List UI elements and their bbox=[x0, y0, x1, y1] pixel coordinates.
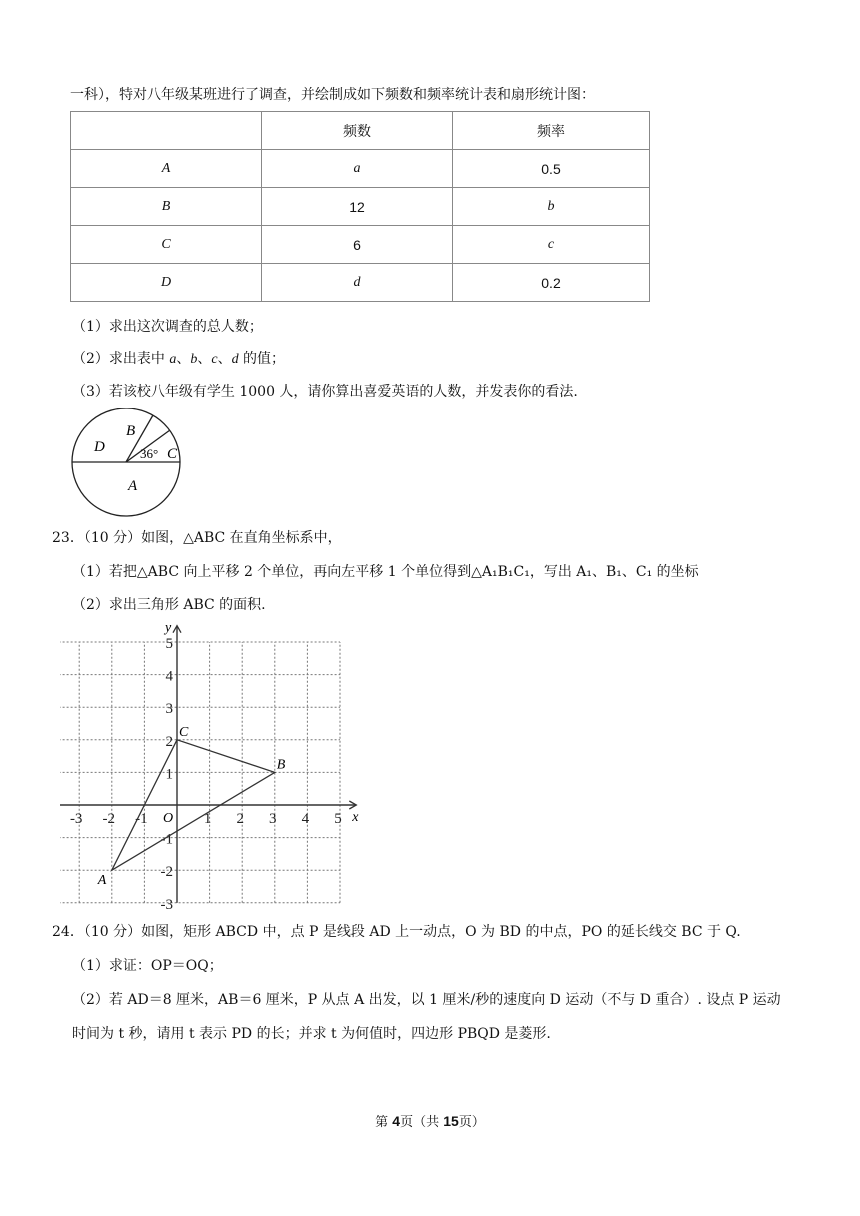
x-tick-label: 4 bbox=[301, 811, 310, 827]
table-cell: B bbox=[71, 188, 262, 226]
y-tick-label: 4 bbox=[165, 668, 173, 685]
y-tick-label: 5 bbox=[165, 636, 173, 652]
point-label-a: A bbox=[97, 873, 107, 889]
frequency-table bbox=[70, 111, 650, 302]
table-cell: c bbox=[453, 226, 650, 264]
point-label-b: B bbox=[276, 757, 286, 773]
q22-part3: （3）若该校八年级有学生 1000 人，请你算出喜爱英语的人数，并发表你的看法. bbox=[72, 384, 578, 400]
x-axis-label: x bbox=[352, 810, 359, 825]
page-footer: 第 4页（共 15页） bbox=[375, 1113, 485, 1130]
pie-label-c: C bbox=[167, 446, 178, 462]
x-tick-label: -3 bbox=[69, 811, 83, 827]
table-cell: 12 bbox=[262, 188, 453, 226]
x-tick-label: 5 bbox=[334, 811, 342, 827]
table-cell: d bbox=[262, 264, 453, 302]
point-label-c: C bbox=[179, 724, 189, 740]
q23-part2: （2）求出三角形 ABC 的面积. bbox=[72, 597, 266, 613]
q22-part2: （2）求出表中 a、b、c、d 的值； bbox=[72, 351, 286, 367]
q24-part1: （1）求证：OP＝OQ； bbox=[72, 958, 223, 974]
pie-label-a: A bbox=[128, 478, 138, 494]
table-header-cell: 频率 bbox=[453, 112, 650, 150]
q24-part2-line2: 时间为 t 秒，请用 t 表示 PD 的长；并求 t 为何值时，四边形 PBQD 是菱形. bbox=[72, 1026, 551, 1042]
intro-line: 一科），特对八年级某班进行了调查，并绘制成如下频数和频率统计表和扇形统计图： bbox=[70, 87, 595, 103]
coordinate-grid bbox=[60, 620, 360, 912]
table-row bbox=[71, 226, 650, 264]
q24-heading: 24．（10 分）如图，矩形 ABCD 中，点 P 是线段 AD 上一动点，O 为 BD 的中点，PO 的延长线交 BC 于 Q. bbox=[52, 924, 741, 940]
pie-label-d: D bbox=[94, 439, 105, 455]
y-tick-label: 2 bbox=[165, 733, 173, 750]
y-tick-label: -3 bbox=[160, 896, 173, 912]
table-row bbox=[71, 188, 650, 226]
table-header-cell bbox=[71, 112, 262, 150]
pie-label-b: B bbox=[126, 423, 136, 439]
x-tick-label: 3 bbox=[269, 811, 277, 827]
origin-label: O bbox=[163, 811, 174, 826]
table-cell: D bbox=[71, 264, 262, 302]
table-cell: 6 bbox=[262, 226, 453, 264]
x-tick-label: 1 bbox=[203, 811, 212, 827]
y-axis-label: y bbox=[165, 620, 172, 636]
q23-heading: 23．（10 分）如图，△ABC 在直角坐标系中， bbox=[52, 530, 342, 546]
table-row bbox=[71, 264, 650, 302]
y-tick-label: 1 bbox=[165, 766, 173, 783]
y-tick-label: -2 bbox=[160, 864, 173, 881]
pie-chart bbox=[66, 408, 196, 518]
x-tick-label: -1 bbox=[135, 811, 148, 827]
table-cell: a bbox=[262, 150, 453, 188]
y-tick-label: 3 bbox=[165, 701, 173, 718]
table-cell: A bbox=[71, 150, 262, 188]
x-tick-label: -2 bbox=[102, 811, 116, 827]
table-row bbox=[71, 150, 650, 188]
q24-part2-line1: （2）若 AD＝8 厘米，AB＝6 厘米，P 从点 A 出发，以 1 厘米/秒的速度向 D 运动（不与 D 重合）. 设点 P 运动 bbox=[72, 992, 781, 1008]
table-cell: b bbox=[453, 188, 650, 226]
table-header-cell: 频数 bbox=[262, 112, 453, 150]
table-cell: 0.5 bbox=[453, 150, 650, 188]
table-cell: C bbox=[71, 226, 262, 264]
table-header-row bbox=[71, 112, 650, 150]
pie-angle-label: 36° bbox=[140, 446, 159, 461]
x-tick-label: 2 bbox=[236, 811, 244, 827]
y-tick-label: -1 bbox=[160, 831, 173, 848]
q23-part1: （1）若把△ABC 向上平移 2 个单位，再向左平移 1 个单位得到△A₁B₁C₁，写出 A₁、B₁、C₁ 的坐标 bbox=[72, 564, 699, 580]
table-cell: 0.2 bbox=[453, 264, 650, 302]
q22-part1: （1）求出这次调查的总人数； bbox=[72, 319, 263, 335]
